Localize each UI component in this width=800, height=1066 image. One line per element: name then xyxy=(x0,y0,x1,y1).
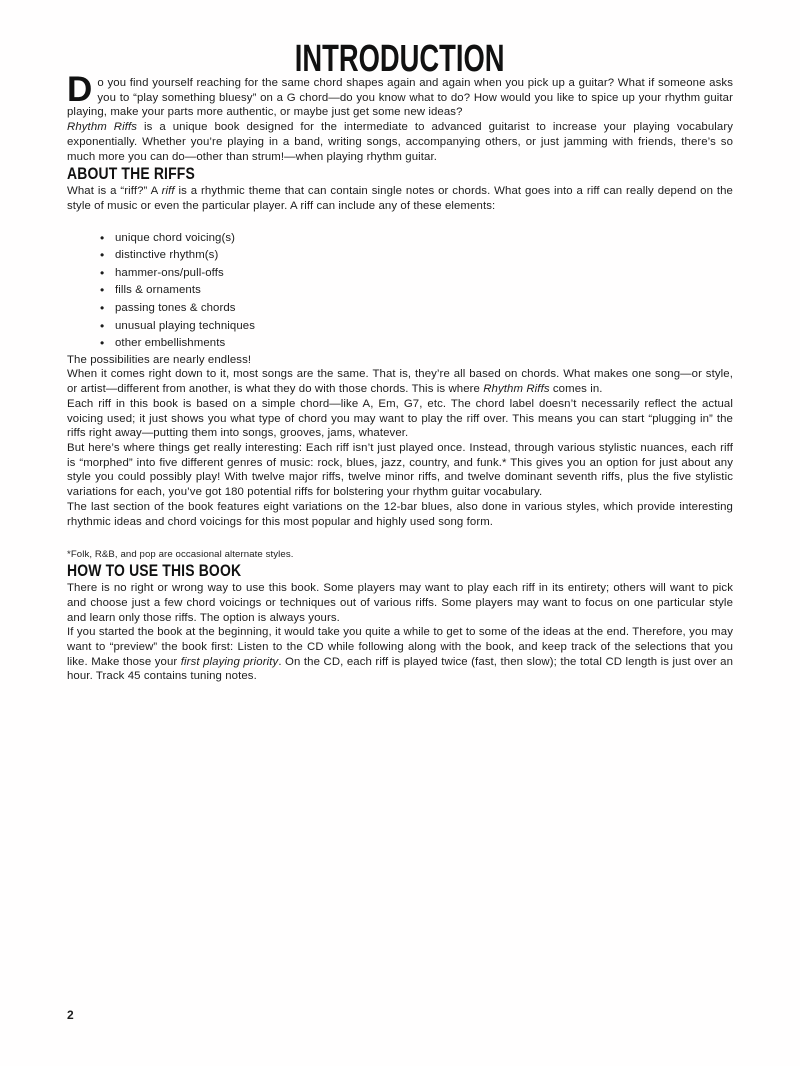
about-paragraph-4: Each riff in this book is based on a simple chord—like A, Em, G7, etc. The chord label doesn’t necessarily reflect the actual voicing used; it just shows you what type of chord you may want to play the riff over. This means you can start “plugging in” the riffs right away—putting them into songs, grooves, jams, whatever. xyxy=(67,397,733,440)
list-item: • distinctive rhythm(s) xyxy=(115,247,733,265)
title-wrap xyxy=(67,38,733,80)
list-item: • unusual playing techniques xyxy=(115,318,733,336)
list-item: • other embellishments xyxy=(115,335,733,353)
about-paragraph-3-text-a: When it comes right down to it, most songs are the same. That is, they’re all based on chords. What makes one song—or style, or artist—different from another, is what they do with those chords. This is where xyxy=(67,368,733,396)
section-heading-how-to-use: HOW TO USE THIS BOOK xyxy=(67,561,242,581)
intro-paragraph-1 xyxy=(67,70,733,120)
about-paragraph-3-text-b: comes in. xyxy=(549,383,603,396)
riff-elements-list xyxy=(67,230,733,353)
page-content xyxy=(67,0,733,684)
howto-paragraph-2-text-a: If you started the book at the beginning, it would take you quite a while to get to some of the ideas at the end. Therefore, you may want to “preview” the book first: Listen to the CD while following along with the book, and keep track of the selections that you like. Make those your xyxy=(67,626,733,668)
page-number: 2 xyxy=(67,1008,74,1022)
howto-paragraph-2 xyxy=(67,625,733,684)
dropcap-letter: D xyxy=(67,70,93,109)
intro-paragraph-1-text: o you find yourself reaching for the same chord shapes again and again when you pick up a guitar? What if someone asks you to “play something bluesy” on a G chord—do you know what to do? How would you like to spice up your rhythm guitar playing, make your parts more authentic, or maybe just get some new ideas? xyxy=(67,77,733,119)
about-paragraph-1-text-a: What is a “riff?” A xyxy=(67,185,162,198)
page-title: INTRODUCTION xyxy=(295,38,505,80)
about-paragraph-endless: The possibilities are nearly endless! xyxy=(67,353,252,366)
priority-italic: first playing priority xyxy=(180,655,279,668)
list-item: • passing tones & chords xyxy=(115,300,733,318)
about-paragraph-5: But here’s where things get really interesting: Each riff isn’t just played once. Instead, through various stylistic nuances, each riff is “morphed” into five different genres of music: rock, blues, jazz, country, and funk.* This gives you an option for just about any style you could possibly play! With twelve major riffs, twelve minor riffs, and twelve dominant seventh riffs, plus the five stylistic variations for each, you’ve got 180 potential riffs for bolstering your rhythm guitar vocabulary. xyxy=(67,442,733,499)
footnote: *Folk, R&B, and pop are occasional alternate styles. xyxy=(67,549,294,561)
list-item: • hammer-ons/pull-offs xyxy=(115,265,733,283)
book-title-italic: Rhythm Riffs xyxy=(483,383,550,396)
riff-italic: riff xyxy=(161,185,175,198)
intro-paragraph-2-text: is a unique book designed for the intermediate to advanced guitarist to increase your playing vocabulary exponentially. Whether you’re playing in a band, writing songs, accompanying others, or just jamming with friends, there’s so much more you can do—other than strum!—when playing rhythm guitar. xyxy=(67,121,734,163)
about-paragraph-6: The last section of the book features eight variations on the 12-bar blues, also done in various styles, which provide interesting rhythmic ideas and chord voicings for this most popular and highly used song form. xyxy=(67,500,733,528)
howto-paragraph-2-text-b: . On the CD, each riff is played twice (fast, then slow); the total CD length is just over an hour. Track 45 contains tuning notes. xyxy=(67,655,734,683)
section-heading-about-the-riffs: ABOUT THE RIFFS xyxy=(67,164,195,184)
about-paragraph-1-text-b: is a rhythmic theme that can contain single notes or chords. What goes into a riff can really depend on the style of music or even the particular player. A riff can include any of these elements: xyxy=(67,185,733,212)
intro-paragraph-2 xyxy=(67,120,733,164)
list-item: • unique chord voicing(s) xyxy=(115,230,733,248)
list-item: • fills & ornaments xyxy=(115,282,733,300)
book-title-italic: Rhythm Riffs xyxy=(67,121,138,134)
about-paragraph-3 xyxy=(67,367,733,396)
about-paragraph-1 xyxy=(67,184,733,213)
howto-paragraph-1: There is no right or wrong way to use this book. Some players may want to play each riff in its entirety; others will want to pick and choose just a few chord voicings or techniques out of various riffs. Some players may want to focus on one particular style and learn only those riffs. The option is always yours. xyxy=(67,582,733,624)
